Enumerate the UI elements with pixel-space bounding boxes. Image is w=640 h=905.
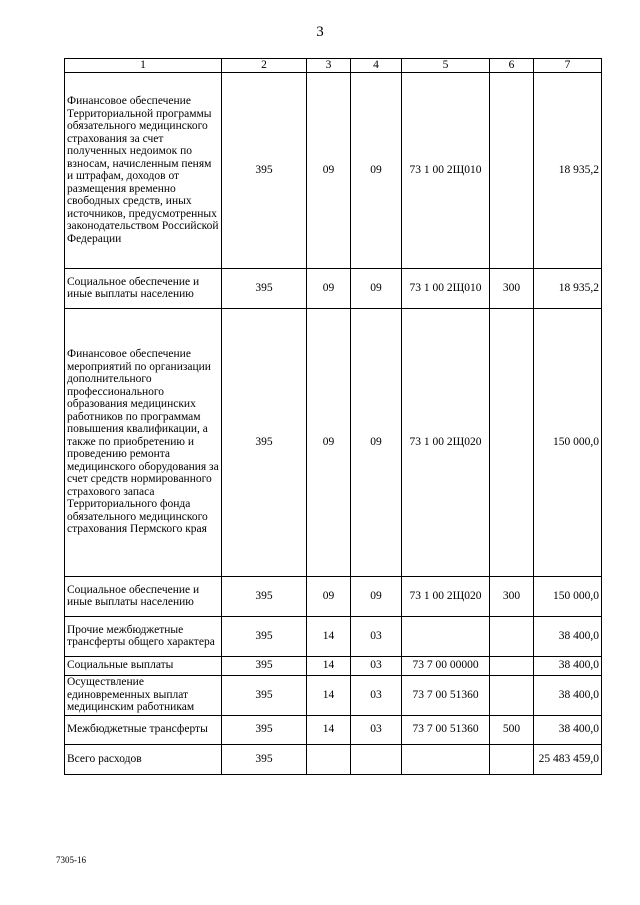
cell-code-6: 500: [490, 715, 534, 744]
row-name: Всего расходов: [65, 744, 222, 774]
cell-code-2: 395: [222, 268, 307, 308]
cell-code-3: 09: [307, 72, 351, 268]
row-name: Межбюджетные трансферты: [65, 715, 222, 744]
cell-code-3: [307, 744, 351, 774]
cell-code-6: 300: [490, 576, 534, 616]
table-row: [65, 576, 602, 616]
table-row: [65, 715, 602, 744]
document-code: 7305-16: [56, 855, 86, 865]
column-header: 1: [65, 59, 222, 73]
cell-code-6: 300: [490, 268, 534, 308]
table-row: [65, 656, 602, 675]
cell-code-2: 395: [222, 656, 307, 675]
cell-code-4: 09: [351, 72, 402, 268]
cell-code-2: 395: [222, 675, 307, 715]
table-row: [65, 308, 602, 576]
cell-code-3: 14: [307, 715, 351, 744]
cell-code-5: 73 7 00 51360: [402, 675, 490, 715]
row-name: Финансовое обеспечение Территориальной программы обязательного медицинского страхования за счет полученных недоимок по взносам, начисленным пеням и штрафам, доходов от размещения временно свободных средств, иных источников, предусмотренных законодательством Российской Федерации: [65, 72, 222, 268]
cell-code-6: [490, 675, 534, 715]
cell-amount: 38 400,0: [534, 656, 602, 675]
cell-code-5: 73 1 00 2Щ010: [402, 72, 490, 268]
row-name: Финансовое обеспечение мероприятий по организации дополнительного профессионального образования медицинских работников по программам повышения квалификации, а также по приобретению и проведению ремонта медицинского оборудования за счет средств нормированного страхового запаса Территориального фонда обязательного медицинского страхования Пермского края: [65, 308, 222, 576]
cell-amount: 38 400,0: [534, 715, 602, 744]
cell-code-5: 73 7 00 51360: [402, 715, 490, 744]
column-header: 7: [534, 59, 602, 73]
cell-amount: 18 935,2: [534, 268, 602, 308]
row-name: Социальное обеспечение и иные выплаты населению: [65, 576, 222, 616]
column-header: 3: [307, 59, 351, 73]
cell-amount: 150 000,0: [534, 308, 602, 576]
row-name: Прочие межбюджетные трансферты общего характера: [65, 616, 222, 656]
cell-code-3: 14: [307, 675, 351, 715]
table-row: [65, 72, 602, 268]
table-row: [65, 268, 602, 308]
column-header: 2: [222, 59, 307, 73]
cell-code-6: [490, 308, 534, 576]
cell-code-4: 03: [351, 675, 402, 715]
row-name: Социальные выплаты: [65, 656, 222, 675]
cell-code-4: 09: [351, 576, 402, 616]
cell-code-6: [490, 72, 534, 268]
cell-code-4: 03: [351, 715, 402, 744]
column-header: 4: [351, 59, 402, 73]
cell-code-4: [351, 744, 402, 774]
cell-code-2: 395: [222, 744, 307, 774]
cell-code-6: [490, 616, 534, 656]
cell-code-4: 03: [351, 616, 402, 656]
table-row: [65, 675, 602, 715]
cell-code-4: 09: [351, 308, 402, 576]
cell-code-2: 395: [222, 576, 307, 616]
cell-code-2: 395: [222, 616, 307, 656]
cell-code-4: 09: [351, 268, 402, 308]
cell-code-3: 09: [307, 268, 351, 308]
cell-code-3: 09: [307, 576, 351, 616]
cell-amount: 38 400,0: [534, 616, 602, 656]
cell-code-3: 09: [307, 308, 351, 576]
cell-code-2: 395: [222, 308, 307, 576]
column-header: 5: [402, 59, 490, 73]
table-header-row: [65, 59, 602, 73]
cell-code-2: 395: [222, 72, 307, 268]
cell-amount: 18 935,2: [534, 72, 602, 268]
cell-code-5: 73 1 00 2Щ010: [402, 268, 490, 308]
cell-code-4: 03: [351, 656, 402, 675]
cell-code-2: 395: [222, 715, 307, 744]
cell-code-5: [402, 616, 490, 656]
cell-code-5: 73 7 00 00000: [402, 656, 490, 675]
cell-amount: 150 000,0: [534, 576, 602, 616]
column-header: 6: [490, 59, 534, 73]
cell-amount: 25 483 459,0: [534, 744, 602, 774]
cell-amount: 38 400,0: [534, 675, 602, 715]
table-row: [65, 616, 602, 656]
cell-code-3: 14: [307, 616, 351, 656]
cell-code-5: [402, 744, 490, 774]
table-row-total: [65, 744, 602, 774]
cell-code-5: 73 1 00 2Щ020: [402, 576, 490, 616]
budget-table: [64, 58, 602, 775]
cell-code-6: [490, 744, 534, 774]
row-name: Осуществление единовременных выплат медицинским работникам: [65, 675, 222, 715]
cell-code-6: [490, 656, 534, 675]
cell-code-5: 73 1 00 2Щ020: [402, 308, 490, 576]
page-number: 3: [316, 24, 324, 40]
row-name: Социальное обеспечение и иные выплаты населению: [65, 268, 222, 308]
cell-code-3: 14: [307, 656, 351, 675]
